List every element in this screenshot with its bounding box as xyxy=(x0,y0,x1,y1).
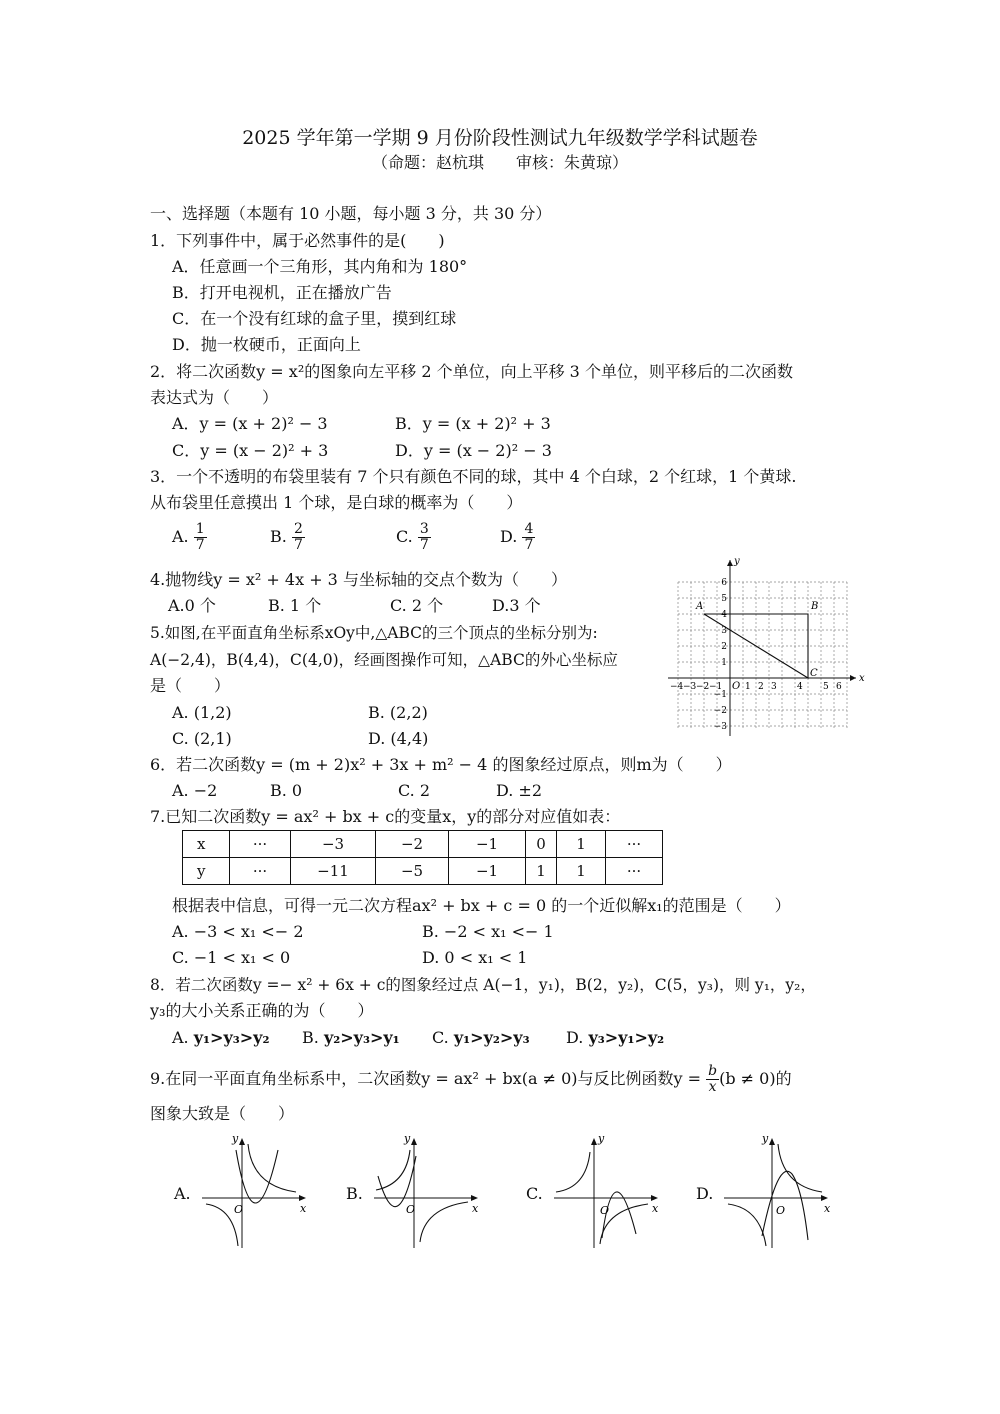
q3-option-a-fraction xyxy=(194,522,207,553)
q5-origin-label: O xyxy=(732,681,741,692)
q8-stem-line1: 8．若二次函数y =− x² + 6x + c的图象经过点 A(−1，y₁)，B(2，y₂)，C(5，y₃)，则 y₁，y₂， xyxy=(150,976,816,994)
q9-a-y-arrow-icon xyxy=(239,1138,245,1145)
q9-a-origin: O xyxy=(234,1203,244,1216)
q9-b-x-label: x xyxy=(472,1202,479,1215)
q5-stem-line1: 5.如图,在平面直角坐标系xOy中,△ABC的三个顶点的坐标分别为: xyxy=(150,624,598,642)
q3-a-numerator: 1 xyxy=(195,521,205,537)
q5-y-arrow-icon xyxy=(727,560,733,566)
q3-stem-line1: 3．一个不透明的布袋里装有 7 个只有颜色不同的球，其中 4 个白球，2 个红球，1 个黄球. xyxy=(150,467,797,486)
table-cell: −11 xyxy=(291,858,376,885)
q3-b-denominator: 7 xyxy=(293,537,303,553)
q3-option-c-label: C. xyxy=(396,527,413,546)
table-cell: ··· xyxy=(230,858,291,885)
q3-option-a xyxy=(172,522,207,553)
q4-option-d: D.3 个 xyxy=(492,596,541,615)
table-cell: ··· xyxy=(606,858,663,885)
q9-graph-d xyxy=(720,1128,838,1250)
q3-option-d-label: D. xyxy=(500,527,518,546)
table-row xyxy=(183,858,663,885)
table-cell: −1 xyxy=(449,831,526,858)
table-cell: 0 xyxy=(526,831,557,858)
q5-x-tick: 6 xyxy=(836,682,842,692)
q3-option-b-fraction xyxy=(292,522,305,553)
q3-option-b xyxy=(270,522,305,553)
q5-y-tick: 5 xyxy=(721,594,727,604)
q8-stem-line2: y₃的大小关系正确的为（ ） xyxy=(150,1001,374,1020)
q9-c-y-label: y xyxy=(598,1132,605,1145)
q6-option-c: C. 2 xyxy=(398,781,431,800)
q7-option-b: B. −2 < x₁ <− 1 xyxy=(422,922,554,941)
q5-y-tick: 3 xyxy=(721,626,727,636)
table-cell: ··· xyxy=(606,831,663,858)
q5-point-c-label: C xyxy=(810,668,818,679)
q8-option-b-text: y₂>y₃>y₁ xyxy=(323,1028,400,1047)
q5-y-tick: 1 xyxy=(721,658,727,668)
q5-x-tick: 5 xyxy=(823,682,829,692)
section-heading: 一、选择题（本题有 10 小题，每小题 3 分，共 30 分） xyxy=(150,204,552,223)
q5-x-label: x xyxy=(859,673,865,684)
q6-option-d: D. ±2 xyxy=(496,781,543,800)
q5-x-tick: −2 xyxy=(696,682,710,692)
q9-d-y-arrow-icon xyxy=(769,1138,775,1145)
q3-option-d-fraction xyxy=(522,522,535,553)
q8-option-b-label: B. xyxy=(302,1028,319,1047)
q3-option-c xyxy=(396,522,431,553)
q5-x-tick: 4 xyxy=(797,682,803,692)
q1-stem: 1．下列事件中，属于必然事件的是( ) xyxy=(150,231,445,250)
q3-a-denominator: 7 xyxy=(195,537,205,553)
q9-stem-part2: (b ≠ 0)的 xyxy=(719,1069,792,1088)
exam-title: 2025 学年第一学期 9 月份阶段性测试九年级数学学科试题卷 xyxy=(242,127,758,149)
q7-stem: 7.已知二次函数y = ax² + bx + c的变量x，y的部分对应值如表： xyxy=(150,807,621,826)
q4-stem: 4.抛物线y = x² + 4x + 3 与坐标轴的交点个数为（ ） xyxy=(150,570,567,589)
q3-option-b-label: B. xyxy=(270,527,287,546)
q6-option-b: B. 0 xyxy=(270,781,303,800)
table-cell: −5 xyxy=(376,858,449,885)
q1-option-b: B．打开电视机，正在播放广告 xyxy=(172,283,392,302)
q9-option-d-label: D. xyxy=(696,1184,714,1203)
q1-option-c: C．在一个没有红球的盒子里，摸到红球 xyxy=(172,309,457,328)
q9-stem-part1: 9.在同一平面直角坐标系中，二次函数y = ax² + bx(a ≠ 0)与反比例函数y = xyxy=(150,1069,707,1088)
q9-d-x-arrow-icon xyxy=(821,1195,828,1201)
q7-stem-line2: 根据表中信息，可得一元二次方程ax² + bx + c = 0 的一个近似解x₁的范围是（ ） xyxy=(172,896,791,915)
q1-option-a: A．任意画一个三角形，其内角和为 180° xyxy=(172,257,468,276)
q5-y-tick: 6 xyxy=(721,578,727,588)
q5-x-tick: −3 xyxy=(683,682,697,692)
q6-option-a: A. −2 xyxy=(172,781,218,800)
q8-option-a-label: A. xyxy=(172,1028,189,1047)
q5-point-a-label: A xyxy=(696,601,704,612)
q3-option-c-fraction xyxy=(418,522,431,553)
q8-option-a-text: y₁>y₃>y₂ xyxy=(193,1028,270,1047)
q5-y-tick: 4 xyxy=(721,610,727,620)
q5-option-c: C. (2,1) xyxy=(172,729,232,748)
table-cell: −1 xyxy=(449,858,526,885)
q9-d-y-label: y xyxy=(762,1132,769,1145)
q9-fraction xyxy=(706,1064,719,1095)
q9-c-x-arrow-icon xyxy=(651,1195,658,1201)
q5-point-b-label: B xyxy=(811,601,819,612)
q9-graph-c xyxy=(550,1128,668,1250)
q9-option-c-label: C. xyxy=(526,1184,543,1203)
q9-b-y-label: y xyxy=(404,1132,411,1145)
q8-option-d-label: D. xyxy=(566,1028,584,1047)
q5-x-tick: −1 xyxy=(709,682,723,692)
q9-c-x-label: x xyxy=(652,1202,659,1215)
exam-subtitle: （命题：赵杭琪 审核：朱黄琼） xyxy=(371,153,628,172)
q5-y-ticks xyxy=(714,578,728,732)
q6-stem: 6．若二次函数y = (m + 2)x² + 3x + m² − 4 的图象经过原点，则m为（ ） xyxy=(150,755,732,774)
q3-c-denominator: 7 xyxy=(419,537,429,553)
q9-fraction-denominator: x xyxy=(708,1079,717,1095)
q3-option-a-label: A. xyxy=(172,527,189,546)
q5-option-b: B. (2,2) xyxy=(368,703,428,722)
q5-x-tick: 2 xyxy=(758,682,764,692)
q8-option-a xyxy=(172,1028,269,1048)
q5-x-tick: −4 xyxy=(670,682,684,692)
q9-c-y-arrow-icon xyxy=(591,1138,597,1145)
q9-a-y-label: y xyxy=(232,1132,239,1145)
q2-option-a: A．y = (x + 2)² − 3 xyxy=(172,414,328,433)
q4-option-c: C. 2 个 xyxy=(390,596,444,615)
q2-option-c: C．y = (x − 2)² + 3 xyxy=(172,441,329,460)
table-row xyxy=(183,831,663,858)
q5-x-arrow-icon xyxy=(850,675,856,681)
q3-d-denominator: 7 xyxy=(524,537,534,553)
table-cell: −3 xyxy=(291,831,376,858)
q4-option-a: A.0 个 xyxy=(168,596,216,615)
q9-b-y-arrow-icon xyxy=(411,1138,417,1145)
q9-graph-b xyxy=(370,1128,488,1250)
q3-stem-line2: 从布袋里任意摸出 1 个球，是白球的概率为（ ） xyxy=(150,493,523,512)
q9-a-x-arrow-icon xyxy=(299,1195,306,1201)
q5-x-tick: 3 xyxy=(771,682,777,692)
q9-stem-line1 xyxy=(150,1064,792,1095)
table-cell: 1 xyxy=(526,858,557,885)
q9-stem-line2: 图象大致是（ ） xyxy=(150,1104,295,1123)
q9-b-origin: O xyxy=(406,1203,416,1216)
q5-option-a: A. (1,2) xyxy=(172,703,232,722)
q7-option-d: D. 0 < x₁ < 1 xyxy=(422,948,528,967)
q8-option-c xyxy=(432,1028,530,1048)
q2-option-b: B．y = (x + 2)² + 3 xyxy=(395,414,551,433)
q8-option-c-label: C. xyxy=(432,1028,449,1047)
q5-option-d: D. (4,4) xyxy=(368,729,429,748)
q2-stem-line2: 表达式为（ ） xyxy=(150,388,279,407)
q8-option-c-text: y₁>y₂>y₃ xyxy=(453,1028,530,1047)
q4-option-b: B. 1 个 xyxy=(268,596,322,615)
q5-stem-line2: A(−2,4)，B(4,4)，C(4,0)，经画图操作可知，△ABC的外心坐标应 xyxy=(150,651,618,669)
q3-d-numerator: 4 xyxy=(524,521,534,537)
q8-option-d xyxy=(566,1028,664,1048)
q9-option-b-label: B. xyxy=(346,1184,363,1203)
q5-grid xyxy=(678,582,847,728)
q9-option-a-label: A. xyxy=(174,1184,191,1203)
table-cell: y xyxy=(183,858,230,885)
q9-c-origin: O xyxy=(600,1204,610,1217)
q9-fraction-numerator: b xyxy=(708,1063,718,1079)
q5-y-tick: −1 xyxy=(713,690,727,700)
q5-y-tick: 2 xyxy=(721,642,727,652)
q5-y-label: y xyxy=(734,556,740,567)
table-cell: x xyxy=(183,831,230,858)
q8-option-b xyxy=(302,1028,400,1048)
q9-d-x-label: x xyxy=(824,1202,831,1215)
q9-a-x-label: x xyxy=(300,1202,307,1215)
q2-option-d: D．y = (x − 2)² − 3 xyxy=(395,441,552,460)
q5-y-tick: −2 xyxy=(713,706,727,716)
q3-c-numerator: 3 xyxy=(419,521,429,537)
q5-x-tick: 1 xyxy=(745,682,751,692)
q9-graph-a xyxy=(198,1128,316,1250)
q7-option-a: A. −3 < x₁ <− 2 xyxy=(172,922,304,941)
q7-value-table xyxy=(182,830,663,885)
q5-coordinate-graph xyxy=(660,552,870,742)
q8-option-d-text: y₃>y₁>y₂ xyxy=(588,1028,665,1047)
q2-stem-line1: 2．将二次函数y = x²的图象向左平移 2 个单位，向上平移 3 个单位，则平移后的二次函数 xyxy=(150,362,793,381)
q7-option-c: C. −1 < x₁ < 0 xyxy=(172,948,291,967)
table-cell: 1 xyxy=(557,831,606,858)
table-cell: ··· xyxy=(230,831,291,858)
q1-option-d: D．抛一枚硬币，正面向上 xyxy=(172,335,361,354)
table-cell: −2 xyxy=(376,831,449,858)
q3-b-numerator: 2 xyxy=(293,521,303,537)
q5-stem-line3: 是（ ） xyxy=(150,676,231,695)
q9-b-x-arrow-icon xyxy=(471,1195,478,1201)
q5-y-tick: −3 xyxy=(713,722,727,732)
q9-d-origin: O xyxy=(776,1204,786,1217)
table-cell: 1 xyxy=(557,858,606,885)
q3-option-d xyxy=(500,522,535,553)
